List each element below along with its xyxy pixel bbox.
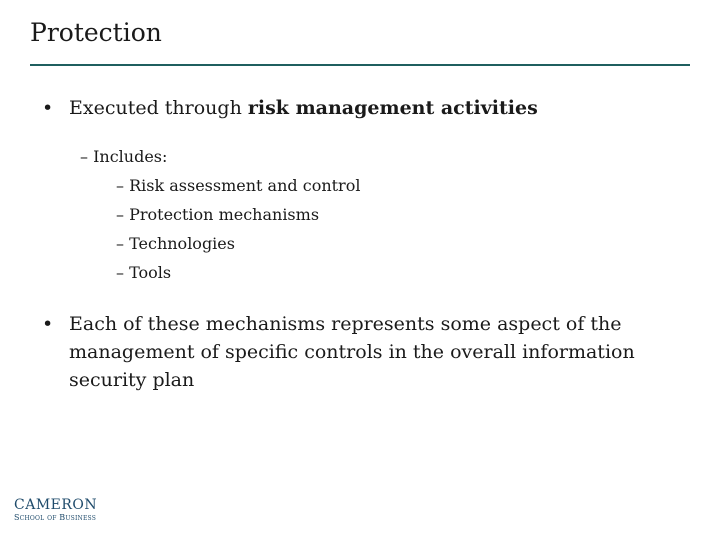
bullet-item: [42, 94, 682, 122]
bullet-text-prefix: Executed through: [69, 97, 248, 119]
bullet-icon: •: [42, 97, 54, 119]
bullet-text: [69, 97, 538, 119]
sub-item-tools: – Tools: [116, 263, 172, 282]
cameron-logo: [14, 497, 97, 523]
sub-item-includes: – Includes:: [80, 147, 168, 166]
bullet-icon: •: [42, 313, 54, 335]
sub-item-protection-mechanisms: – Protection mechanisms: [116, 205, 320, 224]
sub-item-risk-assessment: – Risk assessment and control: [116, 176, 361, 195]
bullet-text-bold: risk management activities: [247, 97, 538, 119]
logo-name: CAMERON: [14, 497, 98, 513]
logo-school: School of Business: [14, 513, 97, 522]
bullet-item: [42, 310, 692, 394]
bullet-text: Each of these mechanisms represents some aspect of the management of specific controls in the overall information security plan: [69, 313, 635, 391]
sub-item-technologies: – Technologies: [116, 234, 235, 253]
title-divider: [30, 64, 690, 66]
slide-title: Protection: [30, 18, 162, 47]
